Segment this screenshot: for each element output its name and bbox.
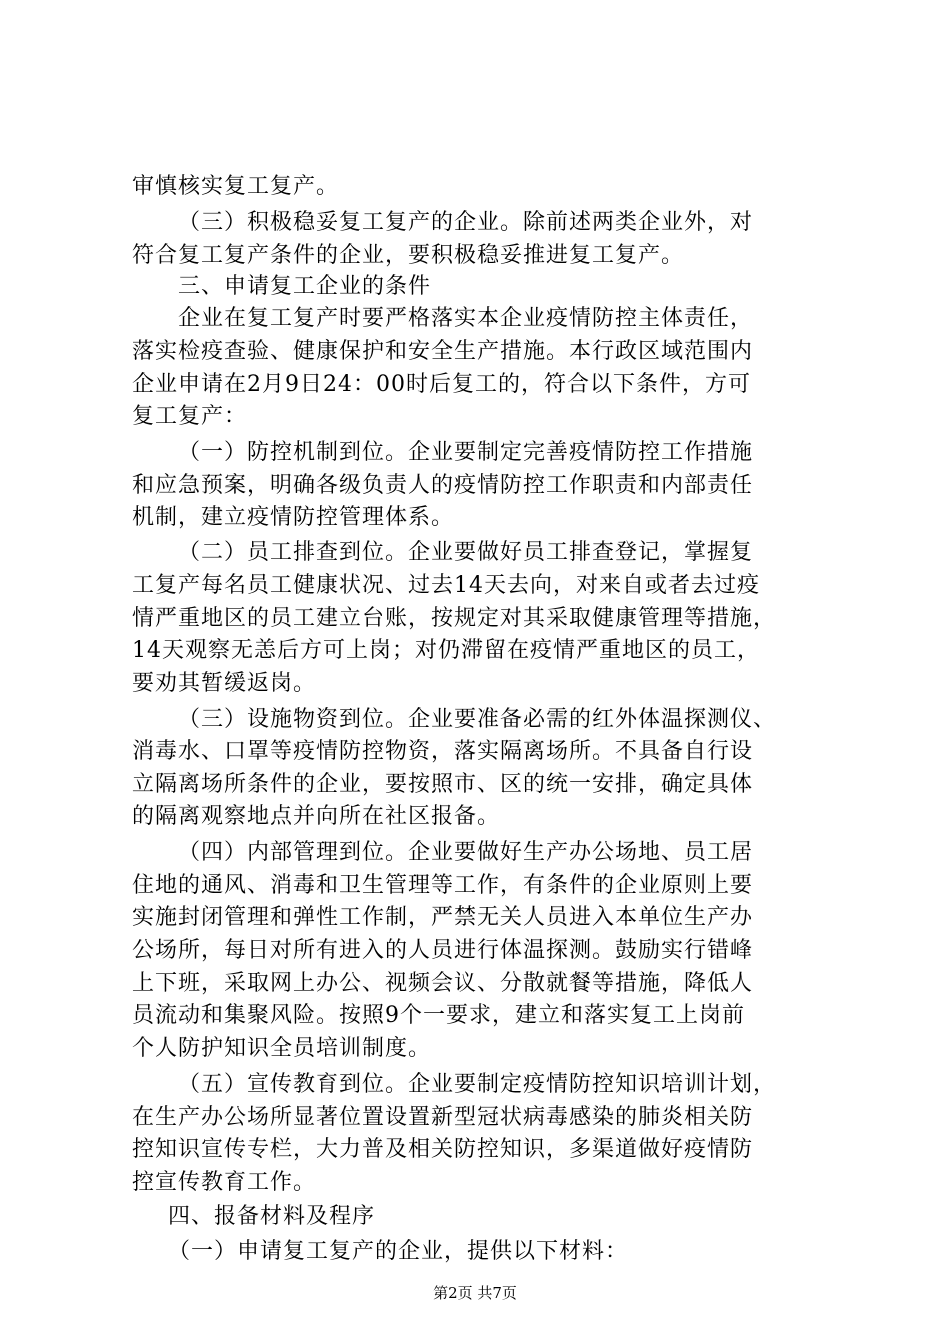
- text-line: 控宣传教育工作。: [132, 1170, 317, 1195]
- text-line: 审慎核实复工复产。: [132, 174, 340, 199]
- text-line: 在生产办公场所显著位置设置新型冠状病毒感染的肺炎相关防: [132, 1105, 754, 1130]
- text-line: （五）宣传教育到位。企业要制定疫情防控知识培训计划，: [178, 1072, 777, 1097]
- text-line: 情严重地区的员工建立台账，按规定对其采取健康管理等措施，: [132, 606, 777, 631]
- text-line: （一）申请复工复产的企业，提供以下材料：: [168, 1239, 629, 1264]
- text-line: （二）员工排查到位。企业要做好员工排查登记，掌握复: [178, 540, 754, 565]
- text-line: 企业申请在2月9日24：00时后复工的，符合以下条件，方可: [132, 372, 751, 397]
- text-line: （三）积极稳妥复工复产的企业。除前述两类企业外，对: [178, 210, 754, 235]
- text-line: 企业在复工复产时要严格落实本企业疫情防控主体责任，: [178, 306, 754, 331]
- text-line: 实施封闭管理和弹性工作制，严禁无关人员进入本单位生产办: [132, 905, 754, 930]
- text-line: 要劝其暂缓返岗。: [132, 671, 317, 696]
- text-line: 落实检疫查验、健康保护和安全生产措施。本行政区域范围内: [132, 339, 754, 364]
- text-line: 机制，建立疫情防控管理体系。: [132, 505, 455, 530]
- text-line: 符合复工复产条件的企业，要积极稳妥推进复工复产。: [132, 243, 685, 268]
- text-line: 和应急预案，明确各级负责人的疫情防控工作职责和内部责任: [132, 473, 754, 498]
- section-heading: 四、报备材料及程序: [168, 1204, 376, 1229]
- text-line: 消毒水、口罩等疫情防控物资，落实隔离场所。不具备自行设: [132, 739, 754, 764]
- text-line: 公场所，每日对所有进入的人员进行体温探测。鼓励实行错峰: [132, 938, 754, 963]
- text-line: 员流动和集聚风险。按照9个一要求，建立和落实复工上岗前: [132, 1003, 745, 1028]
- section-heading: 三、申请复工企业的条件: [178, 274, 432, 299]
- text-line: 住地的通风、消毒和卫生管理等工作，有条件的企业原则上要: [132, 873, 754, 898]
- text-line: 14天观察无恙后方可上岗；对仍滞留在疫情严重地区的员工，: [132, 638, 760, 663]
- text-line: （一）防控机制到位。企业要制定完善疫情防控工作措施: [178, 440, 754, 465]
- text-line: 的隔离观察地点并向所在社区报备。: [132, 804, 501, 829]
- text-line: （四）内部管理到位。企业要做好生产办公场地、员工居: [178, 840, 754, 865]
- text-line: 复工复产：: [132, 404, 248, 429]
- text-line: 工复产每名员工健康状况、过去14天去向，对来自或者去过疫: [132, 573, 760, 598]
- page-number: 第2页 共7页: [433, 1284, 517, 1302]
- text-line: 个人防护知识全员培训制度。: [132, 1036, 432, 1061]
- text-line: 控知识宣传专栏，大力普及相关防控知识，多渠道做好疫情防: [132, 1137, 754, 1162]
- text-line: （三）设施物资到位。企业要准备必需的红外体温探测仪、: [178, 707, 777, 732]
- text-line: 立隔离场所条件的企业，要按照市、区的统一安排，确定具体: [132, 772, 754, 797]
- text-line: 上下班，采取网上办公、视频会议、分散就餐等措施，降低人: [132, 971, 754, 996]
